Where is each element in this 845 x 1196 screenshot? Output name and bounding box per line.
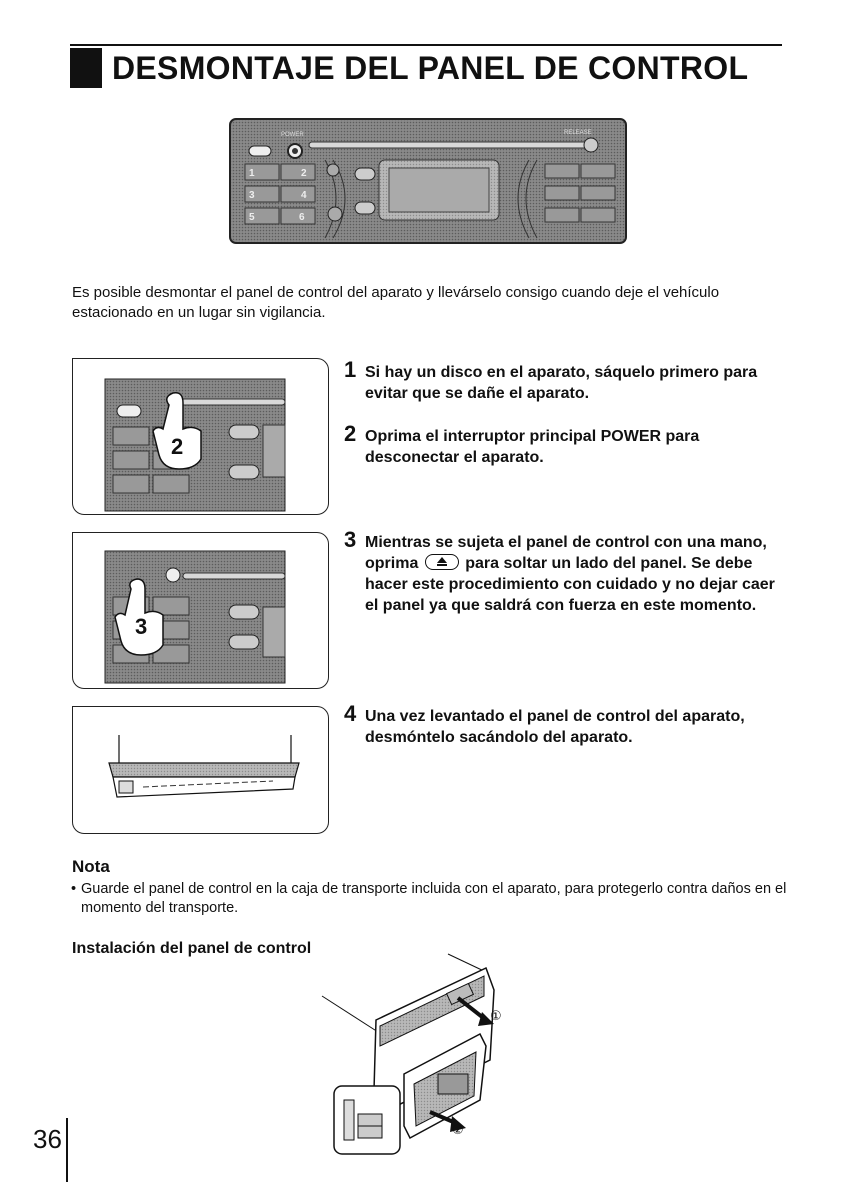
figure-box-step-2 [72, 358, 329, 515]
svg-text:2: 2 [171, 434, 184, 459]
svg-text:1: 1 [249, 168, 255, 179]
header-rule [70, 44, 782, 46]
svg-text:RELEASE: RELEASE [564, 130, 592, 136]
step-text: Oprima el interruptor principal POWER para desconectar el aparato. [365, 428, 700, 466]
control-panel-illustration [229, 118, 627, 244]
step-1 [344, 357, 788, 404]
svg-text:3: 3 [249, 190, 255, 201]
note-heading: Nota [72, 857, 110, 876]
step-number: 4 [344, 701, 357, 726]
step-text-after: para soltar un lado del panel. Se debe hacer este procedimiento con cuidado y no dejar caer el panel ya que saldrá con fuerza en este momento. [365, 555, 775, 614]
svg-text:POWER: POWER [281, 132, 304, 138]
step-text: Si hay un disco en el aparato, sáquelo primero para evitar que se dañe el aparato. [365, 364, 758, 402]
step-number: 3 [344, 527, 357, 552]
svg-text:3: 3 [135, 614, 148, 639]
svg-text:2: 2 [301, 168, 307, 179]
page-number-rule [66, 1118, 68, 1182]
step-number: 2 [344, 421, 357, 446]
svg-text:①: ① [490, 1009, 502, 1024]
step-text: Una vez levantado el panel de control del aparato, desmóntelo sacándolo del aparato. [365, 708, 745, 746]
note-bullet: • [71, 881, 77, 897]
power-press-illustration [73, 359, 328, 514]
svg-text:5: 5 [249, 212, 255, 223]
step-2 [344, 421, 788, 468]
installation-heading: Instalación del panel de control [72, 940, 312, 957]
step-text-before: Mientras se sujeta el panel de control con una mano, oprima [365, 534, 767, 572]
figure-box-step-3 [72, 532, 329, 689]
svg-text:4: 4 [301, 190, 307, 201]
intro-paragraph: Es posible desmontar el panel de control del aparato y llevárselo consigo cuando deje el vehículo estacionado en un lugar sin vigilancia. [72, 284, 720, 321]
panel-removed-illustration [73, 707, 328, 833]
step-3 [344, 527, 788, 616]
svg-text:6: 6 [299, 212, 305, 223]
title-marker [70, 48, 102, 88]
step-number: 1 [344, 357, 357, 382]
step-4 [344, 701, 788, 748]
note-text: • Guarde el panel de control en la caja de transporte incluida con el aparato, para protegerlo contra daños en el momento del transporte. [71, 881, 787, 916]
release-press-illustration [73, 533, 328, 688]
installation-illustration [318, 950, 528, 1160]
svg-text:②: ② [452, 1123, 464, 1138]
eject-icon [425, 554, 459, 570]
page-title: DESMONTAJE DEL PANEL DE CONTROL [112, 50, 749, 86]
figure-box-step-4 [72, 706, 329, 834]
page-number: 36 [33, 1124, 62, 1154]
